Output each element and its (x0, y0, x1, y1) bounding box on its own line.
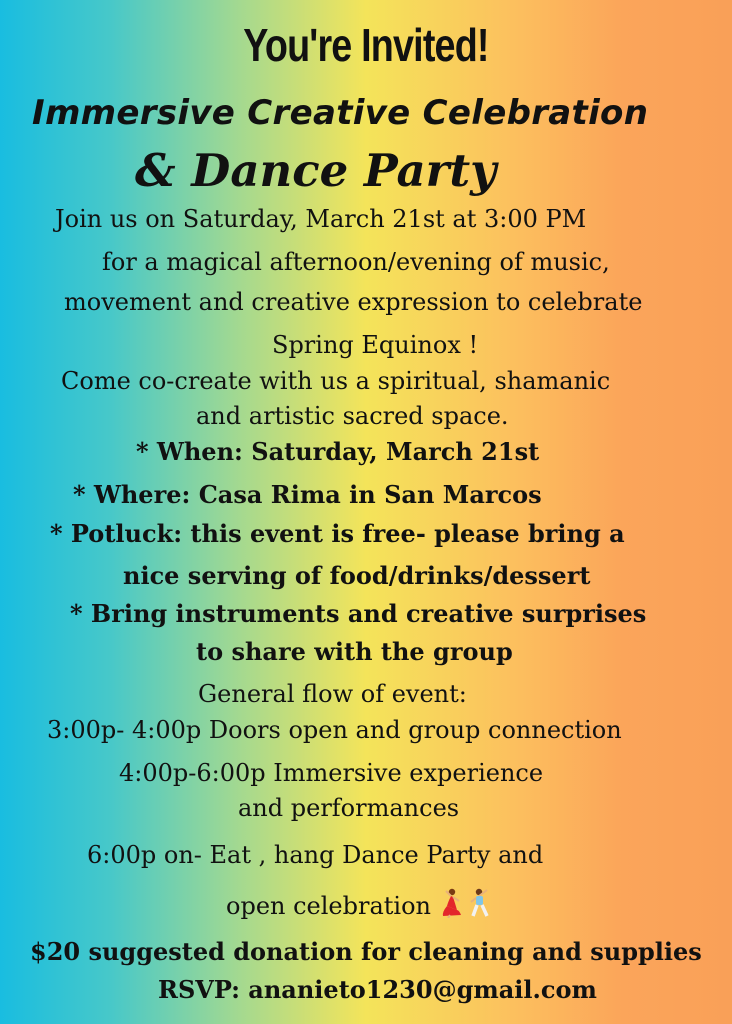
detail-when: * When: Saturday, March 21st (136, 437, 540, 466)
detail-where: * Where: Casa Rima in San Marcos (73, 480, 542, 509)
flow-item-3-cont (226, 888, 493, 918)
woman-dancing-icon (437, 888, 463, 918)
man-dancing-icon (467, 888, 493, 918)
intro-line-2: for a magical afternoon/evening of music, (102, 248, 610, 276)
intro-line-3: movement and creative expression to celebrate (64, 288, 643, 316)
flow-item-3-cont-text: open celebration (226, 892, 431, 920)
headline: You're Invited! (243, 19, 489, 71)
intro-line-6: and artistic sacred space. (196, 402, 509, 430)
intro-line-4: Spring Equinox ! (272, 331, 479, 359)
detail-instruments-cont: to share with the group (196, 637, 513, 666)
detail-potluck-cont: nice serving of food/drinks/dessert (123, 561, 591, 590)
donation-note: $20 suggested donation for cleaning and supplies (30, 937, 702, 966)
flow-title: General flow of event: (198, 680, 467, 708)
subtitle-line-2: & Dance Party (135, 144, 497, 197)
rsvp-contact: RSVP: ananieto1230@gmail.com (158, 975, 597, 1004)
intro-line-1: Join us on Saturday, March 21st at 3:00 PM (55, 205, 587, 233)
subtitle-line-1: Immersive Creative Celebration (32, 93, 649, 133)
flow-item-2-cont: and performances (238, 794, 460, 822)
detail-potluck: * Potluck: this event is free- please bring a (50, 519, 625, 548)
detail-instruments: * Bring instruments and creative surprises (70, 599, 647, 628)
flow-item-2: 4:00p-6:00p Immersive experience (119, 759, 544, 787)
intro-line-5: Come co-create with us a spiritual, shamanic (61, 367, 611, 395)
flow-item-3: 6:00p on- Eat , hang Dance Party and (87, 841, 544, 869)
flow-item-1: 3:00p- 4:00p Doors open and group connection (47, 716, 622, 744)
